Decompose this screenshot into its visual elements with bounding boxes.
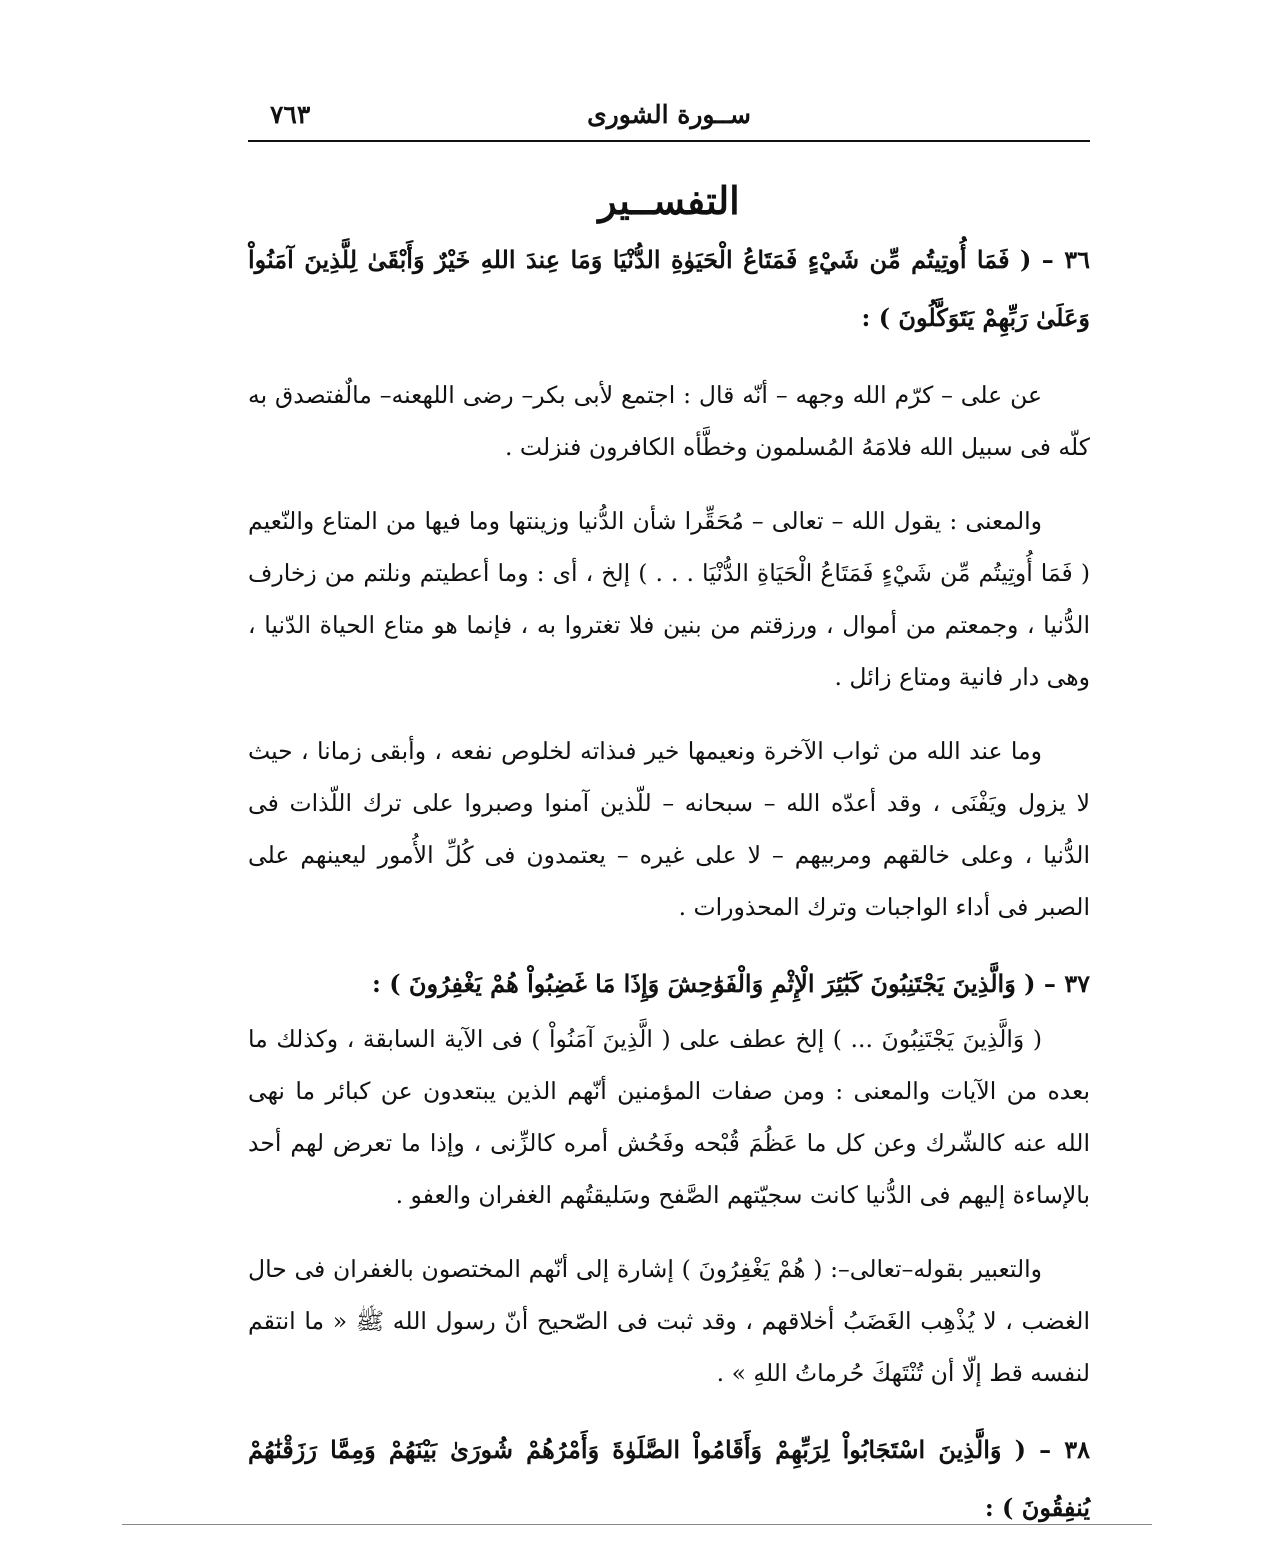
section-title: التفســير — [598, 178, 740, 223]
verse-number: ٣٧ – — [1043, 969, 1090, 998]
paragraph: والمعنى : يقول الله – تعالى – مُحَقِّرا شأن الدُّنيا وزينتها وما فيها من المتاع والنّعيم ( فَمَا أُوتِيتُم مِّن شَيْءٍ فَمَتَاعُ الْحَيَاةِ الدُّنْيَا . . . ) إلخ ، أى : وما أعطيتم ونلتم من زخارف الدُّنيا ، وجمعتم من أموال ، ورزقتم من بنين فلا تغتروا به ، فإنما هو متاع الحياة الدّنيا ، وهى دار فانية ومتاع زائل . — [248, 507, 1090, 691]
verse-text: ( وَالَّذِينَ يَجْتَنِبُونَ كَبَٰٓئِرَ الْإِثْمِ وَالْفَوَٰحِشَ وَإِذَا مَا غَضِبُواْ هُمْ يَغْفِرُونَ ) : — [371, 969, 1036, 998]
verse-text: ( فَمَا أُوتِيتُم مِّن شَيْءٍ فَمَتَاعُ الْحَيَوٰةِ الدُّنْيَا وَمَا عِندَ اللهِ خَيْرٌ وَأَبْقَىٰ لِلَّذِينَ آمَنُواْ وَعَلَىٰ رَبِّهِمْ يَتَوَكَّلُونَ ) : — [248, 245, 1090, 332]
surah-title: ســورة الشورى — [587, 100, 751, 129]
paragraph: وما عند الله من ثواب الآخرة ونعيمها خير فىذاته لخلوص نفعه ، وأبقى زمانا ، حيث لا يزول ويَفْنَى ، وقد أعدّه الله – سبحانه – للّذين آمنوا وصبروا على ترك اللّذات فى الدُّنيا ، وعلى خالقهم ومربيهم – لا على غيره – يعتمدون فى كُلِّ الأُمور ليعينهم على الصبر فى أداء الواجبات وترك المحذورات . — [248, 737, 1090, 921]
verse-36 — [248, 231, 1090, 347]
verse-37 — [248, 955, 1090, 1013]
paragraph: والتعبير بقوله–تعالى–: ( هُمْ يَغْفِرُونَ ) إشارة إلى أنّهم المختصون بالغفران فى حال الغضب ، لا يُذْهِب الغَضَبُ أخلاقهم ، وقد ثبت فى الصّحيح أنّ رسول الله ﷺ « ما انتقم لنفسه قط إلّا أن تُنْتَهكَ حُرماتُ اللهِ » . — [248, 1255, 1090, 1387]
paragraph: ( وَالَّذِينَ يَجْتَنِبُونَ ... ) إلخ عطف على ( الَّذِينَ آمَنُواْ ) فى الآية السابقة ، وكذلك ما بعده من الآيات والمعنى : ومن صفات المؤمنين أنّهم الذين يبتعدون عن كبائر ما نهى الله عنه كالشّرك وعن كل ما عَظُمَ قُبْحه وفَحُش أمره كالزِّنى ، وإذا ما تعرض لهم أحد بالإساءة إليهم فى الدُّنيا كانت سجيّتهم الصَّفح وسَليقتُهم الغفران والعفو . — [248, 1025, 1090, 1209]
verse-number: ٣٦ – — [1041, 245, 1091, 274]
verse-number: ٣٨ – — [1039, 1435, 1091, 1464]
verse-38 — [248, 1421, 1090, 1537]
page-number: ٧٦٣ — [270, 100, 311, 129]
bottom-divider — [122, 1524, 1152, 1525]
verse-text: ( وَالَّذِينَ اسْتَجَابُواْ لِرَبِّهِمْ وَأَقَامُواْ الصَّلَوٰةَ وَأَمْرُهُمْ شُورَىٰ بَيْنَهُمْ وَمِمَّا رَزَقْنَٰهُمْ يُنفِقُونَ ) : — [248, 1435, 1090, 1522]
document-page — [248, 90, 1090, 1537]
page-header — [248, 90, 1090, 142]
paragraph: عن على – كرّم الله وجهه – أنّه قال : اجتمع لأبى بكر– رضى اللهعنه– مالٌفتصدق به كلّه فى سبيل الله فلامَهُ المُسلمون وخطَّأه الكافرون فنزلت . — [248, 381, 1090, 461]
